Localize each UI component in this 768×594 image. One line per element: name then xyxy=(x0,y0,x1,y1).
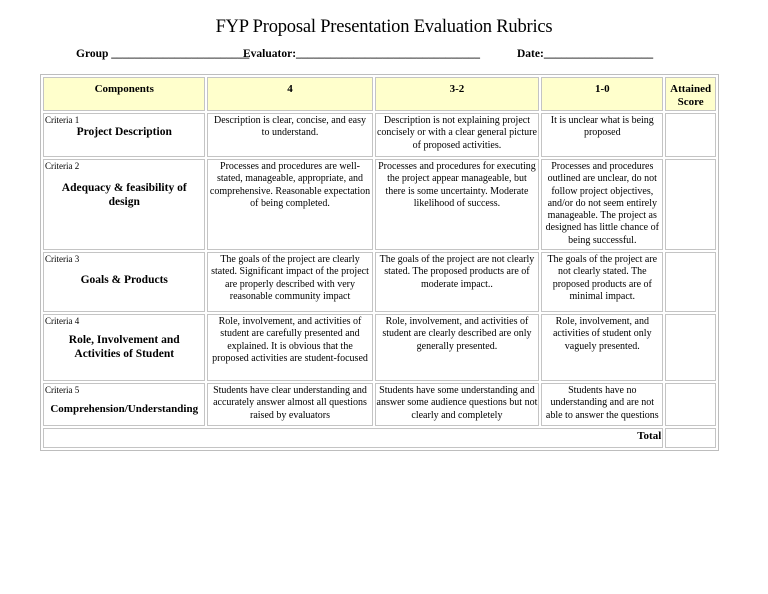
criteria-label: Criteria 4 xyxy=(45,316,80,326)
table-row xyxy=(43,159,716,250)
score-4-cell: The goals of the project are clearly stated. Significant impact of the project are properly described with very reasonable community impact xyxy=(207,252,372,312)
component-cell xyxy=(43,113,205,157)
attained-score-cell[interactable] xyxy=(665,113,716,157)
attained-score-cell[interactable] xyxy=(665,252,716,312)
score-3-2-cell: Role, involvement, and activities of student are clearly described are only generally presented. xyxy=(375,314,540,381)
header-row xyxy=(43,77,716,111)
table-row xyxy=(43,113,716,157)
criteria-name: Role, Involvement and Activities of Student xyxy=(68,334,180,360)
document-title: FYP Proposal Presentation Evaluation Rubrics xyxy=(215,17,553,37)
component-cell xyxy=(43,252,205,312)
group-field[interactable]: Group ________________________ xyxy=(76,48,250,60)
component-cell xyxy=(43,314,205,381)
attained-score-cell[interactable] xyxy=(665,159,716,250)
criteria-label: Criteria 1 xyxy=(45,115,80,125)
criteria-label: Criteria 5 xyxy=(45,385,80,395)
score-1-0-cell: The goals of the project are not clearly stated. The proposed products are of minimal impact. xyxy=(541,252,663,312)
rubric-table xyxy=(40,74,719,451)
total-score-cell[interactable] xyxy=(665,428,716,448)
table-row xyxy=(43,383,716,426)
criteria-name: Project Description xyxy=(76,126,172,138)
component-cell xyxy=(43,159,205,250)
attained-score-cell[interactable] xyxy=(665,383,716,426)
score-4-cell: Description is clear, concise, and easy to understand. xyxy=(207,113,372,157)
score-3-2-cell: Students have some understanding and answer some audience questions but not clearly and completely xyxy=(375,383,540,426)
score-3-2-cell: Processes and procedures for executing the project appear manageable, but there is some uncertainty. Moderate likelihood of success. xyxy=(375,159,540,250)
criteria-label: Criteria 2 xyxy=(45,161,80,171)
header-score-1-0: 1-0 xyxy=(541,77,663,111)
score-1-0-cell: It is unclear what is being proposed xyxy=(541,113,663,157)
criteria-name: Adequacy & feasibility of design xyxy=(61,182,187,208)
attained-score-cell[interactable] xyxy=(665,314,716,381)
score-3-2-cell: The goals of the project are not clearly stated. The proposed products are of moderate impact.. xyxy=(375,252,540,312)
criteria-label: Criteria 3 xyxy=(45,254,80,264)
header-components: Components xyxy=(43,77,205,111)
score-1-0-cell: Students have no understanding and are not able to answer the questions xyxy=(541,383,663,426)
date-field[interactable]: Date:___________________ xyxy=(517,48,654,60)
header-attained-score: Attained Score xyxy=(665,77,716,111)
total-label: Total xyxy=(43,428,663,448)
score-4-cell: Students have clear understanding and accurately answer almost all questions raised by evaluators xyxy=(207,383,372,426)
component-cell xyxy=(43,383,205,426)
score-1-0-cell: Role, involvement, and activities of student only vaguely presented. xyxy=(541,314,663,381)
score-4-cell: Role, involvement, and activities of student are carefully presented and explained. It is obvious that the proposed activities are student-focused xyxy=(207,314,372,381)
score-4-cell: Processes and procedures are well-stated, manageable, appropriate, and comprehensive. Reasonable expectation of being completed. xyxy=(207,159,372,250)
criteria-name: Comprehension/Understanding xyxy=(50,403,199,415)
evaluator-field[interactable]: Evaluator:________________________________ xyxy=(243,48,481,60)
header-score-4: 4 xyxy=(207,77,372,111)
score-3-2-cell: Description is not explaining project concisely or with a clear general picture of proposed activities. xyxy=(375,113,540,157)
header-score-3-2: 3-2 xyxy=(375,77,540,111)
table-row xyxy=(43,314,716,381)
criteria-name: Goals & Products xyxy=(80,274,168,286)
score-1-0-cell: Processes and procedures outlined are unclear, do not follow project objectives, and/or do not seem entirely manageable. The project as designed has little chance of being successful. xyxy=(541,159,663,250)
table-row xyxy=(43,252,716,312)
total-row xyxy=(43,428,716,448)
